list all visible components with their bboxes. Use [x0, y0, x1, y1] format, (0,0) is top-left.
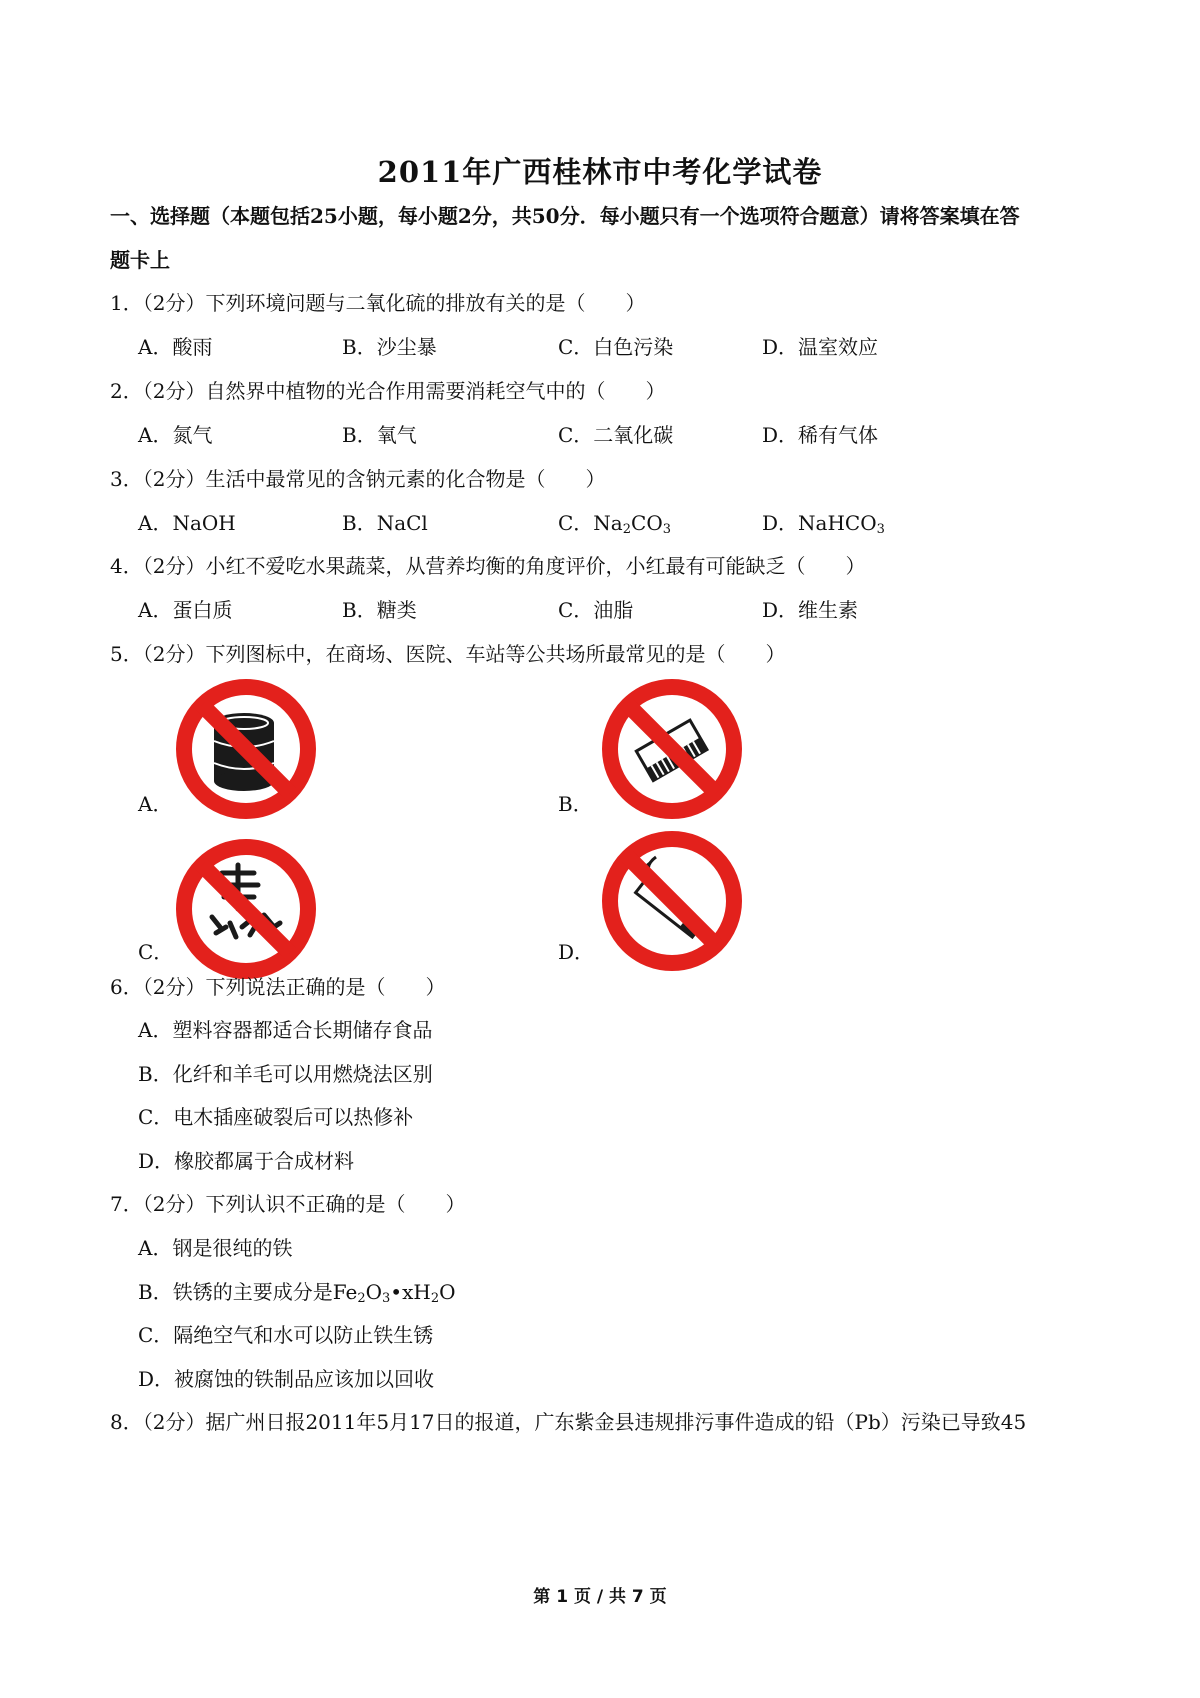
- q5-option-c-label: C．: [138, 940, 174, 964]
- no-smoking-sign-icon: [598, 827, 746, 975]
- question-6-stem: 6．（2分）下列说法正确的是（ ）: [110, 975, 446, 999]
- section-heading-line2: 题卡上: [110, 248, 170, 272]
- q1-option-d: D．温室效应: [762, 335, 879, 359]
- question-7-stem: 7．（2分）下列认识不正确的是（ ）: [110, 1192, 466, 1216]
- q4-option-b: B．糖类: [342, 598, 417, 622]
- q3-option-d: D．NaHCO$_3$: [762, 511, 885, 537]
- question-8-stem: 8．（2分）据广州日报2011年5月17日的报道，广东紫金县违规排污事件造成的铅（Pb）污染已导致45: [110, 1410, 1027, 1434]
- no-matches-sign-icon: [598, 675, 746, 823]
- question-1-stem: 1．（2分）下列环境问题与二氧化硫的排放有关的是（ ）: [110, 291, 646, 315]
- q5-option-a-label: A．: [138, 792, 173, 816]
- q1-option-a: A．酸雨: [138, 335, 213, 359]
- q3-option-a: A．NaOH: [138, 511, 236, 535]
- section-heading-line1: 一、选择题（本题包括25小题，每小题2分，共50分．每小题只有一个选项符合题意）请将答案填在答: [110, 204, 1020, 228]
- question-4-stem: 4．（2分）小红不爱吃水果蔬菜，从营养均衡的角度评价，小红最有可能缺乏（ ）: [110, 554, 866, 578]
- q6-option-c: C．电木插座破裂后可以热修补: [138, 1105, 414, 1129]
- page-footer: 第 1 页 / 共 7 页: [533, 1587, 667, 1607]
- no-firecrackers-sign-icon: [172, 835, 320, 983]
- page-title: 2011年广西桂林市中考化学试卷: [377, 155, 823, 189]
- q7-option-b: B．铁锈的主要成分是$Fe_2O_3•xH_2O$: [138, 1280, 456, 1306]
- question-3-stem: 3．（2分）生活中最常见的含钠元素的化合物是（ ）: [110, 467, 606, 491]
- q1-option-b: B．沙尘暴: [342, 335, 437, 359]
- q5-option-b-label: B．: [558, 792, 593, 816]
- q2-option-d: D．稀有气体: [762, 423, 879, 447]
- q2-option-c: C．二氧化碳: [558, 423, 674, 447]
- q2-option-a: A．氮气: [138, 423, 213, 447]
- q4-option-a: A．蛋白质: [138, 598, 233, 622]
- question-2-stem: 2．（2分）自然界中植物的光合作用需要消耗空气中的（ ）: [110, 379, 666, 403]
- q7-option-a: A．钢是很纯的铁: [138, 1236, 293, 1260]
- q7-option-c: C．隔绝空气和水可以防止铁生锈: [138, 1323, 434, 1347]
- q4-option-c: C．油脂: [558, 598, 634, 622]
- q6-option-d: D．橡胶都属于合成材料: [138, 1149, 355, 1173]
- q7-option-d: D．被腐蚀的铁制品应该加以回收: [138, 1367, 435, 1391]
- q2-option-b: B．氧气: [342, 423, 417, 447]
- q6-option-a: A．塑料容器都适合长期储存食品: [138, 1018, 433, 1042]
- q3-option-b: B．NaCl: [342, 511, 428, 535]
- question-5-stem: 5．（2分）下列图标中，在商场、医院、车站等公共场所最常见的是（ ）: [110, 642, 786, 666]
- q6-option-b: B．化纤和羊毛可以用燃烧法区别: [138, 1062, 433, 1086]
- no-oil-drum-sign-icon: [172, 675, 320, 823]
- q3-option-c: C．$Na_2CO_3$: [558, 511, 671, 537]
- q1-option-c: C．白色污染: [558, 335, 674, 359]
- q5-option-d-label: D．: [558, 940, 595, 964]
- q4-option-d: D．维生素: [762, 598, 859, 622]
